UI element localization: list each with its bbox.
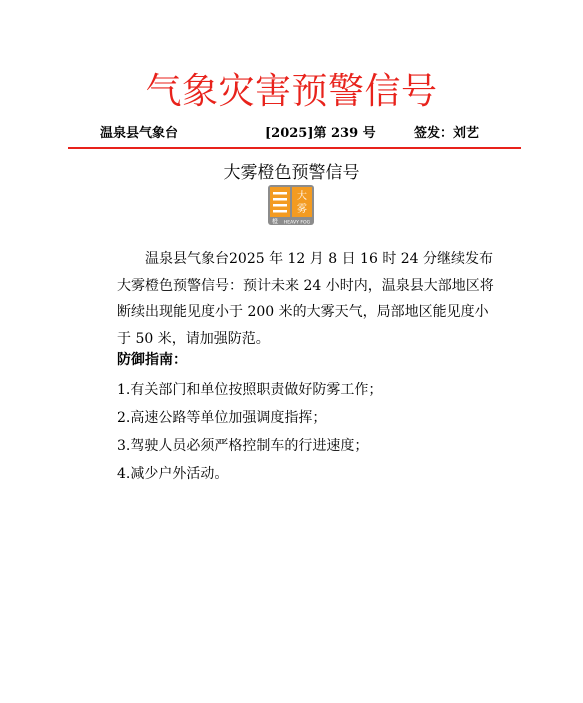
issuer: 温泉县气象台 bbox=[100, 126, 179, 141]
guide-item: 4.减少户外活动。 bbox=[117, 466, 229, 482]
guide-item: 3.驾驶人员必须严格控制车的行进速度； bbox=[117, 438, 369, 454]
badge-text-en: HEAVY FOG bbox=[283, 220, 311, 225]
badge-level: 橙 bbox=[271, 218, 279, 225]
guide-list bbox=[117, 376, 382, 488]
warning-name: 大雾橙色预警信号 bbox=[223, 163, 360, 183]
signer: 签发：刘艺 bbox=[414, 126, 480, 141]
document-meta bbox=[68, 124, 521, 144]
guide-item: 1.有关部门和单位按照职责做好防雾工作； bbox=[117, 382, 383, 398]
heavy-fog-orange-icon bbox=[268, 185, 314, 225]
guide-item: 2.高速公路等单位加强调度指挥； bbox=[117, 410, 327, 426]
header-rule bbox=[68, 147, 521, 149]
warning-paragraph-text: 温泉县气象台2025 年 12 月 8 日 16 时 24 分继续发布大雾橙色预警信号：预计未来 24 小时内，温泉县大部地区将断续出现能见度小于 200 米的大雾天气，局部地区能见度小于 50 米，请加强防范。 bbox=[117, 251, 494, 347]
document-number: [2025]第 239 号 bbox=[265, 126, 376, 141]
guide-heading: 防御指南： bbox=[117, 352, 187, 368]
document-title: 气象灾害预警信号 bbox=[145, 71, 438, 112]
badge-text-zh-1: 大 bbox=[297, 191, 307, 202]
badge-text-zh-2: 雾 bbox=[297, 204, 307, 215]
warning-paragraph bbox=[117, 246, 499, 352]
